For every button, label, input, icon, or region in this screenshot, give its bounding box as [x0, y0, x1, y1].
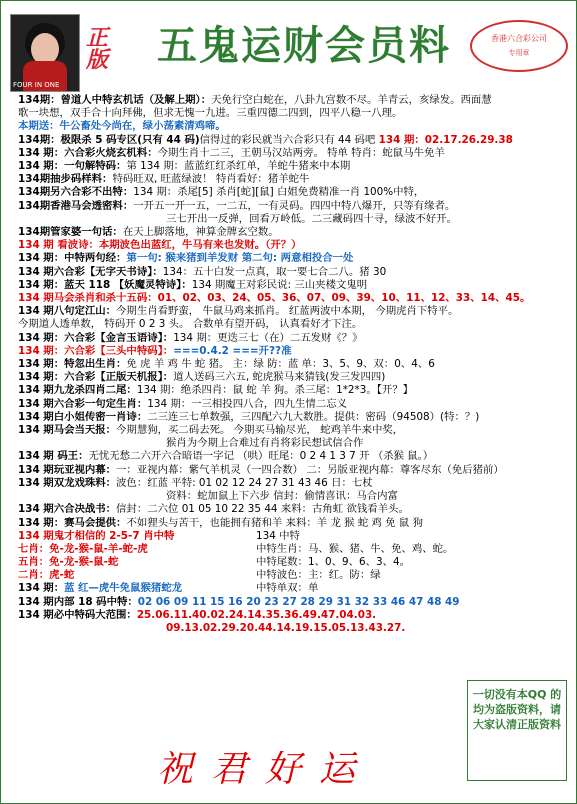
- line-segment: 今期生肖看野蛮， 牛鼠马鸡来抓肖。 红蓝两波中本期， 今期虎肖下特平。: [116, 305, 459, 318]
- line-segment: 134期抽步码样料：: [18, 173, 113, 186]
- content-line: [18, 477, 570, 490]
- line-segment: 134期：曾道人中特玄机话（及解上期）：: [18, 94, 212, 106]
- company-seal: [470, 20, 568, 72]
- content-line: [18, 134, 570, 147]
- content-line: [18, 543, 570, 556]
- line-segment: 134 期：蓝天 118 【妖魔灵特诗】：: [18, 278, 192, 291]
- line-segment: 无忧无愁二六开六合暗语一字记 （哄）旺尾：0 2 4 1 3 7 开 （杀猴 鼠。）: [88, 450, 434, 463]
- content-line: [18, 239, 570, 252]
- line-segment: 不如狸头与苦干，也能拥有猪和羊 来料：羊 龙 猴 蛇 鸡 免 鼠 狗: [126, 516, 424, 529]
- line-segment: 01、02、03、24、05、36、07、09、39、10、11、12、33、14、45。: [157, 292, 531, 305]
- content-line: [18, 609, 570, 622]
- content-line: [18, 305, 570, 318]
- line-segment: 信封：二六位 01 05 10 22 35 44 来料：古角虹 欲钱看羊头。: [116, 503, 409, 516]
- line-segment: 本期送：牛公畜处今尚在，绿小荡素清鸡啼。: [18, 120, 226, 133]
- header: [0, 0, 575, 92]
- line-segment: 134 期：杀尾[5] 杀肖[蛇][鼠] 白姐免费精准一肖 100%中特，: [133, 186, 425, 199]
- line-segment: 今期慧狗，买二码去死。 今期买马输尽光， 蛇鸡羊牛来中奖，: [116, 424, 404, 437]
- line-segment: 蓝 红—虎牛免鼠猴猪蛇龙: [64, 582, 183, 595]
- line-segment: 中特生肖：马、猴、猪、牛、免、鸡、蛇。: [256, 542, 454, 555]
- line-left: [18, 569, 74, 582]
- line-segment: 二三连三七单数强，三四配六九大数胜。提供：密码（94508）(特：？): [147, 410, 480, 423]
- line-segment: 134 期六合决战书：: [18, 503, 117, 516]
- line-segment: 134 期白小姐传密一肖诗：: [18, 410, 148, 423]
- line-segment: 在天上脚落地，神算金牌玄空数。: [122, 226, 279, 239]
- line-left: [18, 556, 118, 569]
- line-segment: 本期波色出蓝红，牛马有来也发财。（开？）: [98, 239, 302, 252]
- line-segment: 134 期 看波诗：: [18, 239, 99, 252]
- line-left: [18, 582, 182, 595]
- line-segment: 134 期：更迭三七（在）二五发财《？》: [173, 331, 363, 344]
- line-segment: 道人送码三六五, 蛇虎猴马来猜钱(发三发四四): [173, 371, 386, 384]
- content-line: [18, 213, 570, 226]
- content-line: [18, 252, 570, 265]
- line-segment: 134 期：一句解特码：: [18, 160, 127, 173]
- content-line: [18, 147, 570, 160]
- content-line: [18, 173, 570, 186]
- content-line: [18, 622, 570, 635]
- line-segment: 中特尾数：1、0、9、6、3、4。: [256, 556, 410, 569]
- line-segment: 资料：蛇加鼠上下六步 信封：偷情喜讯：马合内富: [166, 490, 398, 503]
- content-line: [18, 160, 570, 173]
- line-segment: 134 期：六合彩【金言玉语诗】：: [18, 331, 174, 344]
- content-line: [18, 266, 570, 279]
- content-line: [18, 582, 570, 595]
- line-segment: 免 虎 羊 鸡 牛 蛇 猪。 主：绿 防：蓝 单：3、5、9、双：0、4、6: [126, 358, 435, 371]
- line-segment: 134 中特: [256, 529, 300, 542]
- line-segment: 134 期：中特两句经：: [18, 252, 127, 265]
- blessing-text: 祝君好运: [156, 749, 373, 790]
- seal-bottom-text: 专用章: [508, 49, 530, 57]
- line-segment: 134期香港马会透密料：: [18, 199, 134, 212]
- line-segment: 中特单双：单: [256, 582, 319, 595]
- line-segment: 134 期：六合彩【正版天机报】：: [18, 371, 174, 384]
- line-segment: 134 期：02.17.26.29.38: [378, 133, 513, 146]
- page-title: 五鬼运财会员料: [157, 22, 451, 69]
- content-line: [18, 517, 570, 530]
- content-line: [18, 464, 570, 477]
- line-segment: 134期另六合彩不出特：: [18, 186, 134, 199]
- seal-top-text: 香港六合彩公司: [491, 34, 547, 43]
- content-line: [18, 530, 570, 543]
- line-segment: 25.06.11.40.02.24.14.35.36.49.47.04.03.: [136, 608, 377, 621]
- content-line: [18, 186, 570, 199]
- content-line: [18, 292, 570, 305]
- line-segment: 天免行空白蛇在，八卦九宫数不尽。羊青云，亥绿发。西面慧: [211, 94, 492, 106]
- line-segment: 中特波色：主：红。防：绿: [256, 569, 381, 582]
- zhengban-label: 正版: [86, 26, 109, 73]
- line-segment: 第 134 期：蓝蓝红红杀红单，羊蛇牛猪来中本期: [126, 160, 351, 173]
- line-segment: 134 期九龙杀四肖二尾：: [18, 384, 137, 397]
- content-line: [18, 503, 570, 516]
- line-right: [256, 582, 318, 595]
- content-line: [18, 398, 570, 411]
- line-segment: 134期：极限杀 5 码专区(只有 44 码): [18, 133, 200, 146]
- line-segment: 特码旺双, 旺蓝绿波！ 特肖看好：猪羊蛇牛: [112, 173, 310, 186]
- content-line: [18, 450, 570, 463]
- content-line: [18, 200, 570, 213]
- content-line: [18, 226, 570, 239]
- line-right: [256, 530, 300, 543]
- content-line: [18, 490, 570, 503]
- line-segment: 波色：红蓝 平特: 01 02 12 24 27 31 43 46 日：七杖: [116, 476, 373, 489]
- line-right: [256, 543, 453, 556]
- content-line: [18, 371, 570, 384]
- line-segment: 第一句: 猴来猪到羊发财 第二句: 两意相投合一处: [126, 252, 354, 265]
- line-segment: 一开五一开一五，一二五，一有灵码。四四中特八爆开，只等有缘者。: [133, 199, 456, 212]
- line-segment: 134 期：六合彩【三头中特码】：: [18, 344, 174, 357]
- photo-caption: FOUR IN ONE: [13, 81, 60, 89]
- line-segment: 02 06 09 11 15 16 20 23 27 28 29 31 32 33 46 47 48 49: [137, 595, 460, 608]
- content-line: [18, 279, 570, 292]
- content-line: [18, 596, 570, 609]
- line-segment: 134 期：: [18, 582, 65, 595]
- line-segment: 猴肖为今期上合难过有肖将彩民想试信合作: [166, 437, 364, 450]
- line-segment: 134 期鬼才相信的 2-5-7 肖中特: [18, 529, 175, 542]
- line-segment: 134 期八句定江山：: [18, 305, 117, 318]
- line-segment: 三七开出一反弹，回看万岭低。二三藏码四十寻，绿波不好开。: [166, 212, 457, 225]
- line-segment: 134 期：赛马会提供：: [18, 516, 127, 529]
- line-segment: 134 期马会当天报：: [18, 424, 117, 437]
- line-segment: 二肖：虎-蛇: [18, 569, 75, 582]
- member-photo: [10, 14, 80, 92]
- content-line: [18, 332, 570, 345]
- line-segment: 134 期马会杀肖和杀十五码：: [18, 292, 158, 305]
- content-line: [18, 424, 570, 437]
- content-line: [18, 318, 570, 331]
- line-segment: 134 期双龙戏珠料：: [18, 476, 117, 489]
- line-segment: 134 期六合彩【无字天书诗】：: [18, 265, 163, 278]
- content-line: [18, 437, 570, 450]
- line-segment: 09.13.02.29.20.44.14.19.15.05.13.43.27.: [166, 622, 406, 635]
- content-line: [18, 358, 570, 371]
- line-segment: 134 期内部 18 码中特：: [18, 595, 138, 608]
- line-left: [18, 530, 174, 543]
- line-segment: 134 期必中特码大范围：: [18, 608, 137, 621]
- content-line: [18, 569, 570, 582]
- content-line: [18, 384, 570, 397]
- content-line: [18, 107, 570, 120]
- line-right: [256, 569, 381, 582]
- line-segment: 一：亚视内幕：紫气羊机灵（一四合数） 二：另版亚视内幕：尊客尽东（免后猪前）: [116, 463, 504, 476]
- line-segment: 134 期：一三相投四八合，四九生情二忘义: [147, 397, 347, 410]
- line-segment: 134 期玩亚视内幕：: [18, 463, 117, 476]
- line-segment: 五肖：免-龙-猴-鼠-蛇: [18, 556, 119, 569]
- content-list: [18, 94, 570, 635]
- content-line: [18, 345, 570, 358]
- line-segment: 134期管家婆一句话：: [18, 226, 123, 239]
- line-segment: 七肖：免-龙-猴-鼠-羊-蛇-虎: [18, 542, 148, 555]
- notice-box: 一切没有本QQ 的均为盗版资料，请大家认清正版资料: [467, 680, 567, 781]
- line-segment: 134 期六合彩一句定生肖：: [18, 397, 148, 410]
- line-right: [256, 556, 410, 569]
- content-line: [18, 556, 570, 569]
- line-segment: 134 期：六合彩火烧玄机料：: [18, 146, 158, 159]
- line-segment: 134 期 码王：: [18, 450, 89, 463]
- line-segment: 134 期：绝杀四肖：鼠 蛇 羊 狗。杀三尾：1*2*3。【开？】: [136, 384, 414, 397]
- line-segment: 今期道人透单数， 特码开 0 2 3 头。 合数单有望开码， 认真看好才下注。: [18, 318, 363, 331]
- content-line: [18, 411, 570, 424]
- line-segment: 134：五十白发一点真，取一要七合二八。猪 30: [162, 265, 387, 278]
- line-segment: ===0.4.2 ===开??准: [173, 344, 292, 357]
- line-segment: 134 期：特忽出生肖：: [18, 358, 127, 371]
- line-segment: 歌一块想，双手合十向拜佛，但求无愧一九进。三重四德二四到，四平八稳一八理。: [18, 107, 403, 120]
- line-segment: 134 期魔王对彩民说: 三山夹楼文鬼明: [191, 278, 368, 291]
- content-line: [18, 94, 570, 107]
- line-segment: 今期生肖十二三，王朝马汉站两旁。 特单 特肖：蛇鼠马牛免羊: [157, 146, 445, 159]
- content-line: [18, 120, 570, 133]
- line-segment: 信得过的彩民就当六合彩只有 44 码吧: [199, 133, 379, 146]
- line-left: [18, 543, 148, 556]
